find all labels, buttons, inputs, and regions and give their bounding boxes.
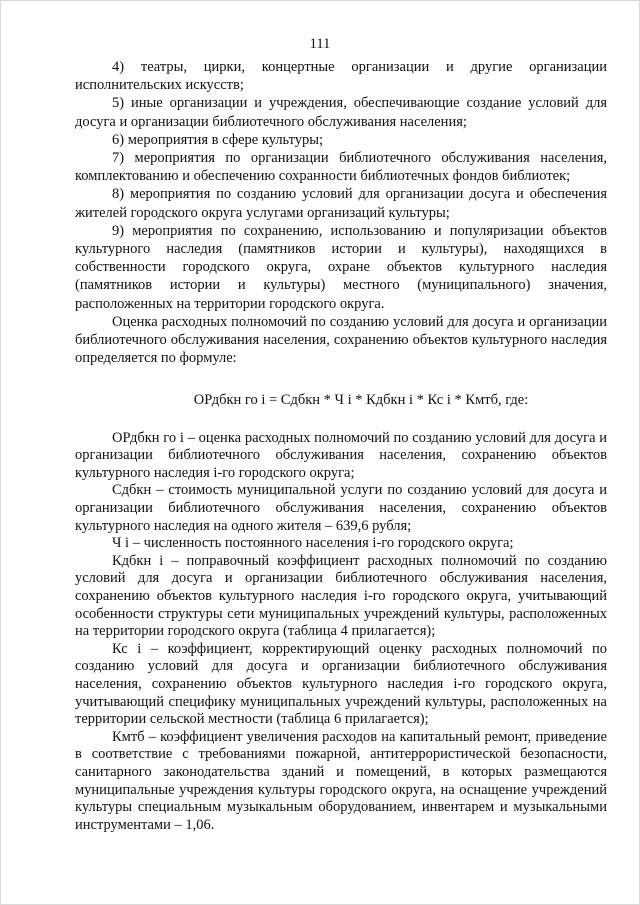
- formula-intro-paragraph: Оценка расходных полномочий по созданию условий для досуга и организации библиотечного обслуживания населения, сохранению объектов культурного наследия определяется по формуле:: [75, 313, 607, 367]
- definition-kmtb: Кмтб – коэффициент увеличения расходов на капитальный ремонт, приведение в соответствие с требованиями пожарной, антитеррористической безопасности, санитарного законодательства зданий и помещений, в которых размещаются муниципальные учреждения культуры городского округа, на оснащение учреждений культуры специальным музыкальным оборудованием, инвентарем и музыкальными инструментами – 1,06.: [75, 728, 607, 833]
- definition-or: ОРдбкн го i – оценка расходных полномочий по созданию условий для досуга и организации библиотечного обслуживания населения, сохранению объектов культурного наследия i-го городского округа;: [75, 429, 607, 481]
- page-number: 111: [309, 36, 331, 52]
- list-item-theatres: 4) театры, цирки, концертные организации и другие организации исполнительских искусств;: [75, 59, 607, 94]
- list-item-leisure-conditions: 8) мероприятия по созданию условий для организации досуга и обеспечения жителей городского округа услугами организаций культуры;: [75, 186, 607, 221]
- list-item-cultural-heritage: 9) мероприятия по сохранению, использованию и популяризации объектов культурного наследия (памятников истории и культуры), находящихся в собственности городского округа, охране объектов культурного наследия (памятников истории и культуры) местного (муниципального) значения, расположенных на территории городского округа.: [75, 222, 607, 312]
- definition-ks: Кс i – коэффициент, корректирующий оценку расходных полномочий по созданию условий для досуга и организации библиотечного обслуживания населения, сохранению объектов культурного наследия i-го городского округа, учитывающий специфику муниципальных учреждений культуры, расположенных на территории сельской местности (таблица 6 прилагается);: [75, 640, 607, 728]
- definition-sdbkn: Сдбкн – стоимость муниципальной услуги по созданию условий для досуга и организации библиотечного обслуживания населения, сохранению объектов культурного наследия на одного жителя – 639,6 рубля;: [75, 482, 607, 534]
- formula: ОРдбкн го i = Сдбкн * Ч i * Кдбкн i * Кс i * Кмтб, где:: [193, 392, 529, 409]
- definition-ch: Ч i – численность постоянного населения i-го городского округа;: [112, 535, 514, 552]
- document-body: [75, 58, 607, 834]
- list-item-library-services: 7) мероприятия по организации библиотечного обслуживания населения, комплектованию и обеспечению сохранности библиотечных фондов библиотек;: [75, 150, 607, 185]
- list-item-culture-events: 6) мероприятия в сфере культуры;: [112, 131, 324, 148]
- list-item-other-organizations: 5) иные организации и учреждения, обеспечивающие создание условий для досуга и организации библиотечного обслуживания населения;: [75, 95, 607, 130]
- definition-kdbkn: Кдбкн i – поправочный коэффициент расходных полномочий по созданию условий для досуга и организации библиотечного обслуживания населения, сохранению объектов культурного наследия i-го городского округа, учитывающий особенности структуры сети муниципальных учреждений культуры, расположенных на территории городского округа (таблица 4 прилагается);: [75, 552, 607, 640]
